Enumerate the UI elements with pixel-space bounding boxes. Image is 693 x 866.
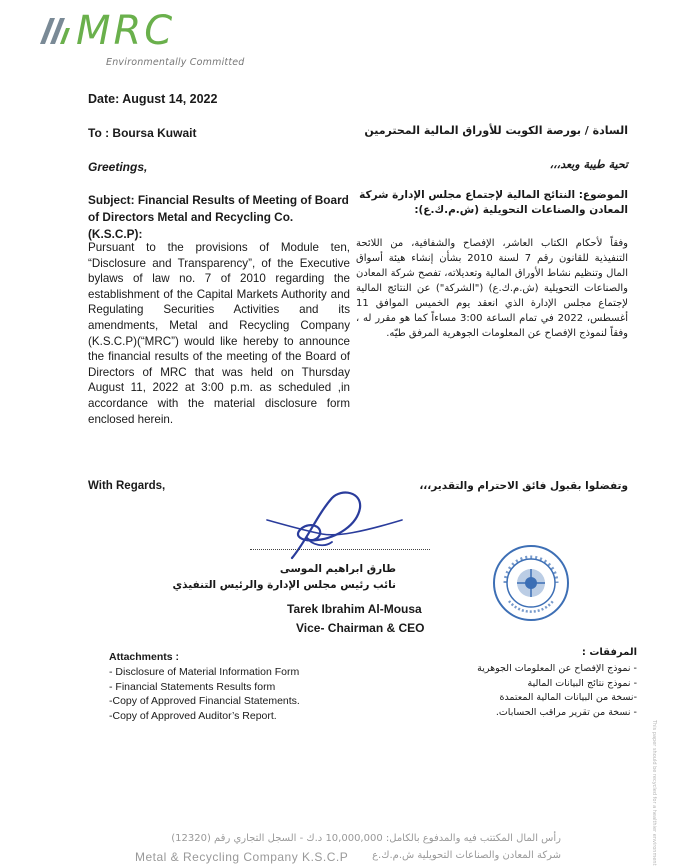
attachments-title-ar: المرفقات : [581,647,637,658]
attachment-item-ar: - نسخة من تقرير مراقب الحسابات. [495,706,637,718]
footer-company-en: Metal & Recycling Company K.S.C.P [135,850,349,864]
logo-wordmark: MRC [76,10,176,54]
body-paragraph-en: Pursuant to the provisions of Module ten, “Disclosure and Transparency”, of the Executive bylaws of law no. 7 of 2010 regarding the establishment of the Capital Markets Authority and Regulating Securities Activities and its amendments, Metal and Recycling Company (K.S.C.P)(“MRC”) would like hereby to announce the financial results of the meeting of the Board of Directors of MRC that was held on Thursday August 11, 2022 at 3:00 p.m. as scheduled ,in accordance with the material disclosure form enclosed herein. [88,241,350,426]
recipient-ar: السادة / بورصة الكويت للأوراق المالية المحترمين [364,124,628,137]
attachments-list-ar [477,662,637,720]
subject-en: Subject: Financial Results of Meeting of Board of Directors Metal and Recycling Co. (K.S.C.P): [88,193,349,241]
attachments-list [109,665,300,723]
attachment-item: -Copy of Approved Auditor’s Report. [109,709,277,722]
footer-company-ar: شركة المعادن والصناعات التحويلية ش.م.ك.ع [372,850,561,861]
signature-line [250,549,430,550]
attachment-item-ar: -نسخة من البيانات المالية المعتمدة [499,692,637,704]
attachment-item: - Disclosure of Material Information Form [109,666,300,678]
logo-tagline: Environmentally Committed [106,57,245,68]
greeting-ar: تحية طيبة وبعد،،، [549,158,628,171]
attachment-item: - Financial Statements Results form [109,680,276,693]
attachment-item-ar: - نموذج نتائج البيانات المالية [527,677,637,689]
signatory-title-en: Vice- Chairman & CEO [296,621,425,635]
attachment-item: -Copy of Approved Financial Statements. [109,695,300,708]
closing-ar: وتفضلوا بقبول فائق الاحترام والتقدير،،، [419,480,628,492]
letter-date: Date: August 14, 2022 [88,92,218,106]
company-stamp [491,543,571,623]
signatory-title-ar: نائب رئيس مجلس الإدارة والرئيس التنفيذي [172,579,396,591]
signatory-name-en: Tarek Ibrahim Al-Mousa [287,602,422,616]
footer-capital-line: رأس المال المكتتب فيه والمدفوع بالكامل: 10,000,000 د.ك - السجل التجاري رقم (12320) [171,833,561,844]
signatory-name-ar: طارق ابراهيم الموسى [279,563,396,575]
attachments-title: Attachments : [109,651,180,663]
closing-en: With Regards, [88,480,166,492]
attachment-item-ar: - نموذج الإفصاح عن المعلومات الجوهرية [477,663,637,674]
body-paragraph-ar: وفقاً لأحكام الكتاب العاشر، الإفصاح والشفافية، من اللائحة التنفيذية للقانون رقم 7 لسنة 2010 بشأن إنشاء هيئة أسواق المال وتنظيم نشاط الأوراق المالية وتعديلاته، تفصح شركة المعادن والصناعات التحويلية (ش.م.ك.ع) ("الشركة") عن النتائج المالية لإجتماع مجلس الإدارة الذي انعقد يوم الخميس الموافق 11 أغسطس، 2022 في تمام الساعة 3:00 مساءاً كما هو مقرر له ، وفقاً لنموذج الإفصاح عن المعلومات الجوهرية المرفق طيّه. [356,238,628,339]
greeting-en: Greetings, [88,160,148,174]
recipient-en: To : Boursa Kuwait [88,126,197,140]
subject-ar: الموضوع: النتائج المالية لإجتماع مجلس الإدارة شركة المعادن والصناعات التحويلية (ش.م.ك.ع): [359,189,628,216]
recycle-side-note: This paper should be recycled for a healthier environment [651,720,657,866]
